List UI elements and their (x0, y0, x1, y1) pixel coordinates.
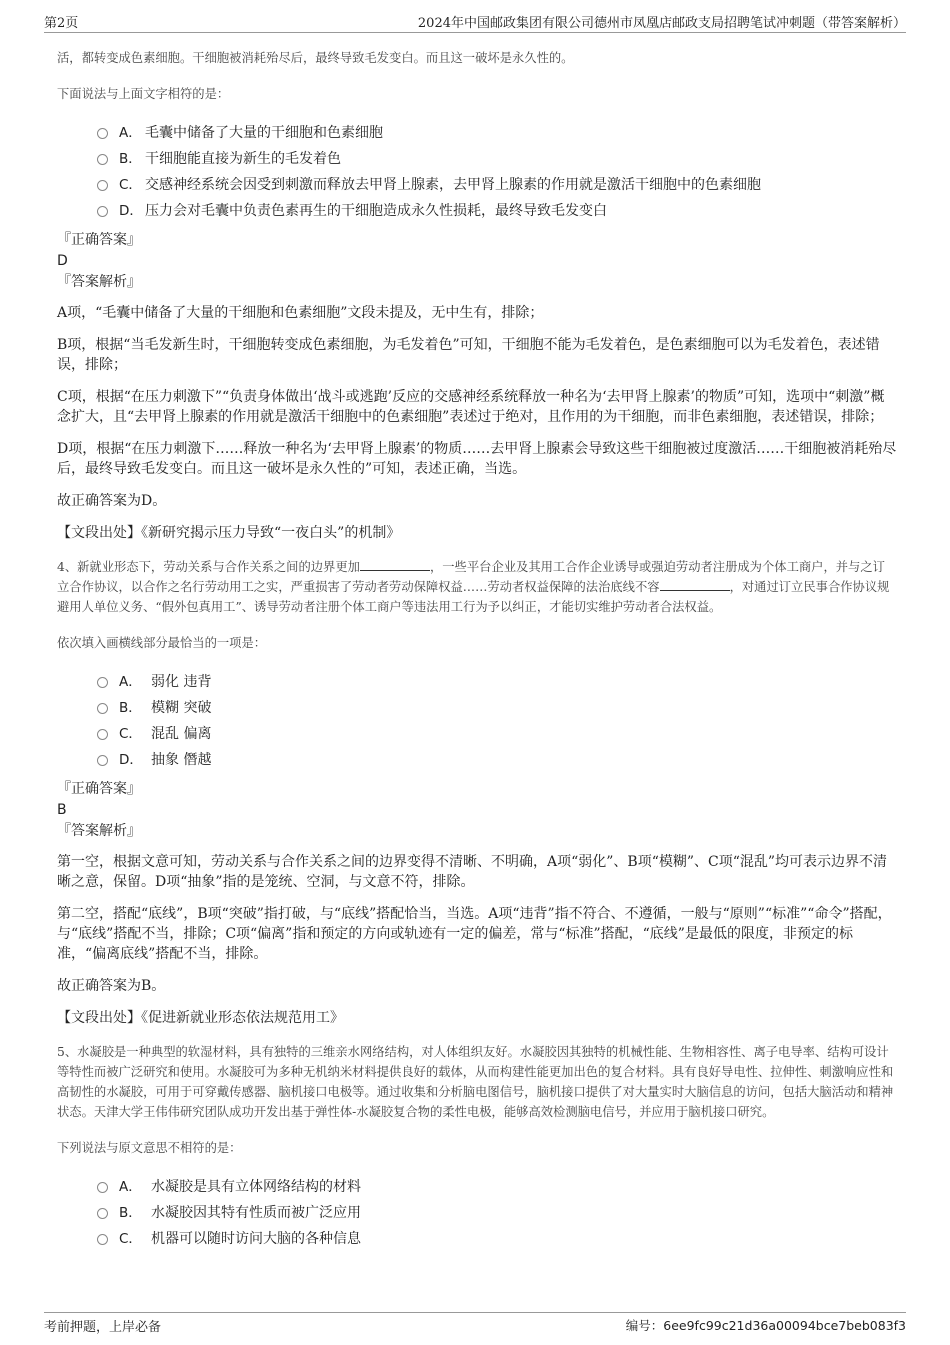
q3-analysis-c: C项，根据“在压力刺激下”“负责身体做出‘战斗或逃跑’反应的交感神经系统释放一种名为‘去甲肾上腺素’的物质”可知，选项中“刺激”概念扩大，且“去甲肾上腺素的作用就是激活干细胞中的色素细胞”表述过于绝对，且作用的为干细胞，而非色素细胞，表述错误，排除； (57, 389, 885, 425)
q3-source: 【文段出处】《新研究揭示压力导致“一夜白头”的机制》 (57, 525, 401, 541)
radio-icon[interactable] (97, 1234, 108, 1245)
q4-answer: B (57, 802, 67, 818)
radio-icon[interactable] (97, 703, 108, 714)
radio-icon[interactable] (97, 1182, 108, 1193)
radio-icon[interactable] (97, 755, 108, 766)
radio-icon[interactable] (97, 729, 108, 740)
q3-answer: D (57, 253, 68, 269)
q5-option-c[interactable]: C． 机器可以随时访问大脑的各种信息 (97, 1226, 897, 1252)
q3-options (97, 120, 897, 224)
q5-stem: 下列说法与原文意思不相符的是： (57, 1141, 242, 1155)
document-body (57, 48, 897, 1258)
q5-option-a[interactable]: A． 水凝胶是具有立体网络结构的材料 (97, 1174, 897, 1200)
radio-icon[interactable] (97, 180, 108, 191)
q5-passage: 5、水凝胶是一种典型的软湿材料，具有独特的三维亲水网络结构，对人体组织友好。水凝胶因其独特的机械性能、生物相容性、离子电导率、结构可设计等特性而被广泛研究和使用。水凝胶可为多种无机纳米材料提供良好的载体，从而构建性能更加出色的复合材料。具有良好导电性、拉伸性、刺激响应性和高韧性的水凝胶，可用于可穿戴传感器、脑机接口电极等。通过收集和分析脑电图信号，脑机接口提供了对大量实时大脑信息的访问，包括大脑活动和精神状态。天津大学王伟伟研究团队成功开发出基于弹性体-水凝胶复合物的柔性电极，能够高效检测脑电信号，并应用于脑机接口研究。 (57, 1045, 894, 1119)
q3-conclusion: 故正确答案为D。 (57, 493, 167, 509)
q4-blank-1 (360, 558, 430, 571)
radio-icon[interactable] (97, 154, 108, 165)
footer-slogan: 考前押题，上岸必备 (44, 1320, 162, 1335)
q4-blank-2 (660, 578, 730, 591)
q3-analysis-label: 『答案解析』 (57, 274, 141, 290)
q3-option-a[interactable]: A． 毛囊中储备了大量的干细胞和色素细胞 (97, 120, 897, 146)
q3-option-c[interactable]: C． 交感神经系统会因受到刺激而释放去甲肾上腺素，去甲肾上腺素的作用就是激活干细胞中的色素细胞 (97, 172, 897, 198)
q3-passage-tail: 活，都转变成色素细胞。干细胞被消耗殆尽后，最终导致毛发变白。而且这一破坏是永久性的。 (57, 51, 574, 65)
q3-stem: 下面说法与上面文字相符的是： (57, 87, 230, 101)
q4-source: 【文段出处】《促进新就业形态依法规范用工》 (57, 1010, 344, 1026)
q4-analysis-blank-2: 第二空，搭配“底线”，B项“突破”指打破，与“底线”搭配恰当，当选。A项“违背”指不符合、不遵循，一般与“原则”“标准”“命令”搭配，与“底线”搭配不当，排除；C项“偏离”指和预定的方向或轨迹有一定的偏差，常与“标准”搭配，“底线”是最低的限度，非预定的标准，“偏离底线”搭配不当，排除。 (57, 906, 892, 962)
radio-icon[interactable] (97, 1208, 108, 1219)
q4-answer-label: 『正确答案』 (57, 781, 141, 797)
q3-answer-label: 『正确答案』 (57, 232, 141, 248)
q3-option-b[interactable]: B． 干细胞能直接为新生的毛发着色 (97, 146, 897, 172)
q4-options (97, 669, 897, 773)
q3-option-d[interactable]: D． 压力会对毛囊中负责色素再生的干细胞造成永久性损耗，最终导致毛发变白 (97, 198, 897, 224)
radio-icon[interactable] (97, 677, 108, 688)
page-footer (44, 1312, 906, 1338)
q3-analysis-b: B项，根据“当毛发新生时，干细胞转变成色素细胞，为毛发着色”可知，干细胞不能为毛发着色，是色素细胞可以为毛发着色，表述错误，排除； (57, 337, 880, 373)
radio-icon[interactable] (97, 206, 108, 217)
page-header (44, 12, 906, 33)
document-id: 编号：6ee9fc99c21d36a00094bce7beb083f3 (625, 1318, 906, 1333)
radio-icon[interactable] (97, 128, 108, 139)
q4-analysis-label: 『答案解析』 (57, 823, 141, 839)
q5-option-b[interactable]: B． 水凝胶因其特有性质而被广泛应用 (97, 1200, 897, 1226)
q4-passage: 4、新就业形态下，劳动关系与合作关系之间的边界更加 ，一些平台企业及其用工合作企业诱导或强迫劳动者注册成为个体工商户，并与之订立合作协议，以合作之名行劳动用工之实，严重损害了劳动者劳动保障权益……劳动者权益保障的法治底线不容 ，对通过订立民事合作协议规避用人单位义务、“假外包真用工”、诱导劳动者注册个体工商户等违法用工行为予以纠正，才能切实维护劳动者合法权益。 (57, 560, 890, 614)
q3-analysis-a: A项，“毛囊中储备了大量的干细胞和色素细胞”文段未提及，无中生有，排除； (57, 305, 544, 321)
q4-option-d[interactable]: D． 抽象 僭越 (97, 747, 897, 773)
page-number: 第2页 (44, 16, 79, 31)
q4-option-b[interactable]: B． 模糊 突破 (97, 695, 897, 721)
q4-stem: 依次填入画横线部分最恰当的一项是： (57, 636, 267, 650)
q5-options (97, 1174, 897, 1252)
q3-analysis-d: D项，根据“在压力刺激下……释放一种名为‘去甲肾上腺素’的物质……去甲肾上腺素会导致这些干细胞被过度激活……干细胞被消耗殆尽后，最终导致毛发变白。而且这一破坏是永久性的”可知，表述正确，当选。 (57, 441, 897, 477)
q4-conclusion: 故正确答案为B。 (57, 978, 166, 994)
q4-option-c[interactable]: C． 混乱 偏离 (97, 721, 897, 747)
q4-option-a[interactable]: A． 弱化 违背 (97, 669, 897, 695)
document-title: 2024年中国邮政集团有限公司德州市凤凰店邮政支局招聘笔试冲刺题（带答案解析） (417, 16, 906, 31)
q4-analysis-blank-1: 第一空，根据文意可知，劳动关系与合作关系之间的边界变得不清晰、不明确，A项“弱化”、B项“模糊”、C项“混乱”均可表示边界不清晰之意，保留。D项“抽象”指的是笼统、空洞，与文意不符，排除。 (57, 854, 888, 890)
